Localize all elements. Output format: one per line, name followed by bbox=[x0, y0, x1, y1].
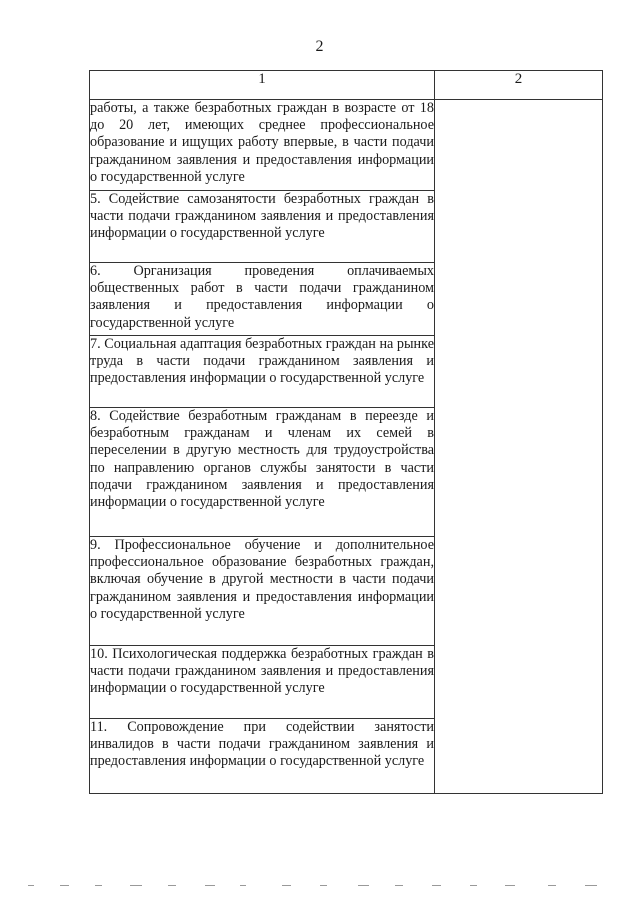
column-header-2: 2 bbox=[435, 71, 603, 100]
table-cell-text: 7. Социальная адаптация безработных граждан на рынке труда в части подачи гражданином заявления и предоставления информации о государственной услуге bbox=[90, 336, 435, 408]
table-cell-text: 10. Психологическая поддержка безработных граждан в части подачи гражданином заявления и предоставления информации о государственной услуге bbox=[90, 646, 435, 719]
table-row bbox=[90, 100, 603, 191]
table-header-row bbox=[90, 71, 603, 100]
table-cell-text: 6. Организация проведения оплачиваемых общественных работ в части подачи гражданином заявления и предоставления информации о государственной услуге bbox=[90, 263, 435, 336]
table-cell-text: 9. Профессиональное обучение и дополнительное профессиональное образование безработных граждан, включая обучение в другой местности в части подачи гражданином заявления и предоставления информации о государственной услуге bbox=[90, 537, 435, 646]
page-number: 2 bbox=[315, 38, 324, 55]
scan-noise-dots bbox=[0, 880, 639, 890]
table-cell-text: 5. Содействие самозанятости безработных граждан в части подачи гражданином заявления и предоставления информации о государственной услуге bbox=[90, 191, 435, 263]
table-cell-text: 8. Содействие безработным гражданам в переезде и безработным гражданам и членам их семей в переселении в другую местность для трудоустройства по направлению органов службы занятости в части подачи гражданином заявления и предоставления информации о государственной услуге bbox=[90, 408, 435, 537]
column-header-1: 1 bbox=[90, 71, 435, 100]
table-cell-text: 11. Сопровождение при содействии занятости инвалидов в части подачи гражданином заявления и предоставления информации о государственной услуге bbox=[90, 719, 435, 794]
services-table bbox=[89, 70, 603, 794]
table-cell-text: работы, а также безработных граждан в возрасте от 18 до 20 лет, имеющих среднее профессиональное образование и ищущих работу впервые, в части подачи гражданином заявления и предоставления информации о государственной услуге bbox=[90, 100, 435, 191]
table-cell-empty-column-2 bbox=[435, 100, 603, 794]
